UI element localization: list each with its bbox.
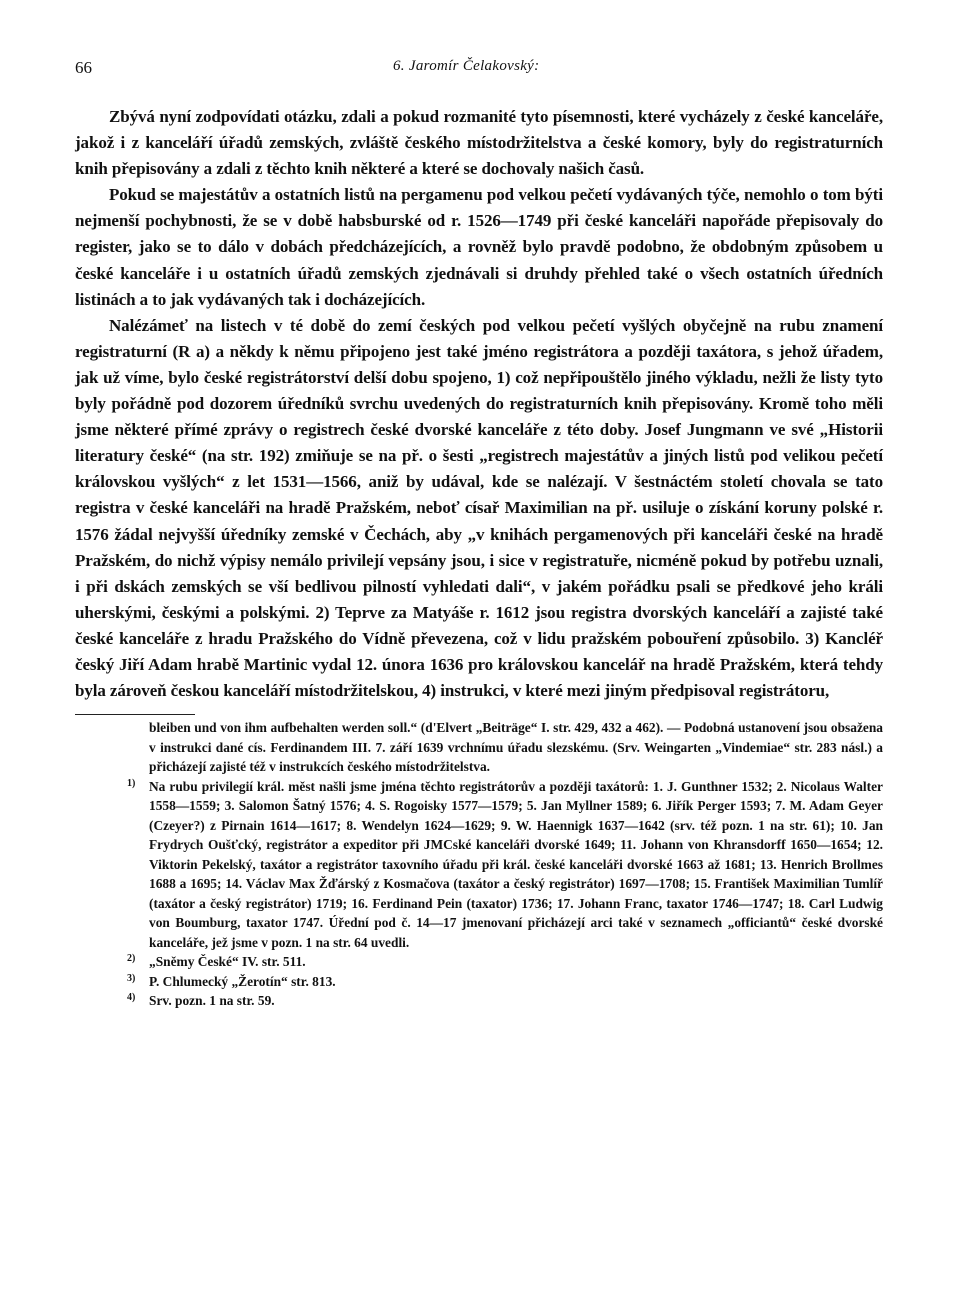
body-text [75, 104, 883, 704]
footnote-text: P. Chlumecký „Žerotín“ str. 813. [149, 973, 336, 989]
footnote-text: Na rubu privilegií král. měst našli jsme jména těchto registrátorův a později taxátorů: 1. J. Gunthner 1532; 2. Nicolaus Walter 1558—1559; 3. Salomon Šatný 1576; 4. S. Rogoisky 1577—1579; 5. Jan Myllner 1589; 6. Jiřík Perger 1593; 7. M. Adam Geyer (Czeyer?) z Pirnain 1614—1617; 8. Wendelyn 1624—1629; 9. W. Haennigk 1637—1642 (srv. též pozn. 1 na str. 61); 10. Jan Frydrych Oušťcký, registrátor a expeditor při JMCské kanceláři dvorské 1649; 11. Johann von Khransdorff 1650—1654; 12. Viktorin Pekelský, taxátor a registrátor taxovního úřadu při král. české kanceláři dvorské 1663 až 1681; 13. Henrich Brollmes 1688 a 1695; 14. Václav Max Žďárský z Kosmačova (taxátor a český registrátor) 1697—1708; 15. František Maximilian Tumlíř (taxátor a český registrátor) 1719; 16. Ferdinand Pein (taxator) 1736; 17. Johann Franc, taxator 1746—1747; 18. Carl Ludwig von Boumburg, taxator 1747. Úřední pod č. 14—17 jmenovaní přicházejí arci také v seznamech „officiantů“ české dvorské kanceláře, jež jsme v pozn. 1 na str. 64 uvedli. [149, 778, 883, 950]
running-title: 6. Jaromír Čelakovský: [393, 58, 540, 74]
paragraph: Pokud se majestátův a ostatních listů na pergamenu pod velkou pečetí vydávaných týče, nemohlo o tom býti nejmenší pochybnosti, že se v době habsburské od r. 1526—1749 při české kanceláři napořáde přepisovaly do register, jako se to dálo v dobách předcházejících, a rovněž bylo pravdě podobno, že obdobným způsobem u české kanceláře i u ostatních úřadů zemských zjednávali si druhdy přehled také o všech ostatních úředních listinách a to jak vydávaných tak i docházejících. [75, 185, 883, 309]
footnote [75, 991, 883, 1011]
footnote [75, 952, 883, 972]
document-page [75, 58, 883, 1011]
footnote-divider [75, 714, 195, 715]
footnote-marker: 2) [127, 953, 136, 965]
footnote-text: „Sněmy České“ IV. str. 511. [149, 954, 306, 970]
running-header [75, 58, 883, 84]
footnote-marker: 1) [127, 777, 136, 789]
footnote-marker: 3) [127, 972, 136, 984]
paragraph: Zbývá nyní zodpovídati otázku, zdali a pokud rozmanité tyto písemnosti, které vycházely z české kanceláře, jakož i z kanceláří úřadů zemských, zvláště českého místodržitelstva a české komory, byly do registraturních knih přepisovány a zdali z těchto knih některé a které se dochovaly našich časů. [75, 107, 883, 179]
footnote-text: Srv. pozn. 1 na str. 59. [149, 993, 275, 1009]
footnotes [75, 718, 883, 1011]
footnote-marker: 4) [127, 992, 136, 1004]
footnote [75, 777, 883, 953]
footnote-continuation: bleiben und von ihm aufbehalten werden soll.“ (d'Elvert „Beiträge“ I. str. 429, 432 a 462). — Podobná ustanovení jsou obsažena v instrukci dané cís. Ferdinandem III. 7. září 1639 vrchnímu úřadu slezskému. (Srv. Weingarten „Vindemiae“ str. 283 násl.) a přicházejí zajisté též v instrukcích českého místodržitelstva. [149, 720, 883, 775]
paragraph: Nalézámeť na listech v té době do zemí českých pod velkou pečetí vyšlých obyčejně na rubu znamení registraturní (R a) a někdy k němu připojeno jest také jméno registrátora a později taxátora, s jehož úřadem, jak už víme, bylo české registrátorství delší dobu spojeno, 1) což nepřipouštělo jiného výkladu, nežli že listy tyto byly pořádně pod dozorem úředníků svrchu uvedených do registraturních knih přepisovány. Kromě toho měli jsme některé přímé zprávy o registrech české dvorské kanceláře z této doby. Josef Jungmann ve své „Historii literatury české“ (na str. 192) zmiňuje se na př. o šesti „registrech majestátův a jiných listů pod velikou pečetí královskou vyšlých“ z let 1531—1566, aniž by udával, kde se nalézají. V šestnáctém století chovala se tato registra v české kanceláři na hradě Pražském, neboť císař Maximilian na př. usiluje o získání koruny polské r. 1576 žádal nejvyšší úředníky zemské v Čechách, aby „v knihách pergamenových při kanceláři české na hradě Pražském, do nichž výpisy nemálo privilejí vepsány jsou, i sice v registratuře, nicméně pokud by potřebu uznali, i při dskách zemských se vší bedlivou pilností vyhledati dali“, v jakém pořádku psali se předkové jeho králi uherskými, českými a polskými. 2) Teprve za Matyáše r. 1612 jsou registra dvorských kanceláří a zajisté také české kanceláře z hradu Pražského do Vídně převezena, což v lidu pražském pobouření způsobilo. 3) Kancléř český Jiří Adam hrabě Martinic vydal 12. února 1636 pro královskou kancelář na hradě Pražském, která tehdy byla zároveň českou kanceláří místodržitelskou, 4) instrukci, v které mezi jiným předpisoval registrátoru, [75, 315, 883, 701]
footnote [75, 972, 883, 992]
page-number: 66 [75, 58, 92, 77]
